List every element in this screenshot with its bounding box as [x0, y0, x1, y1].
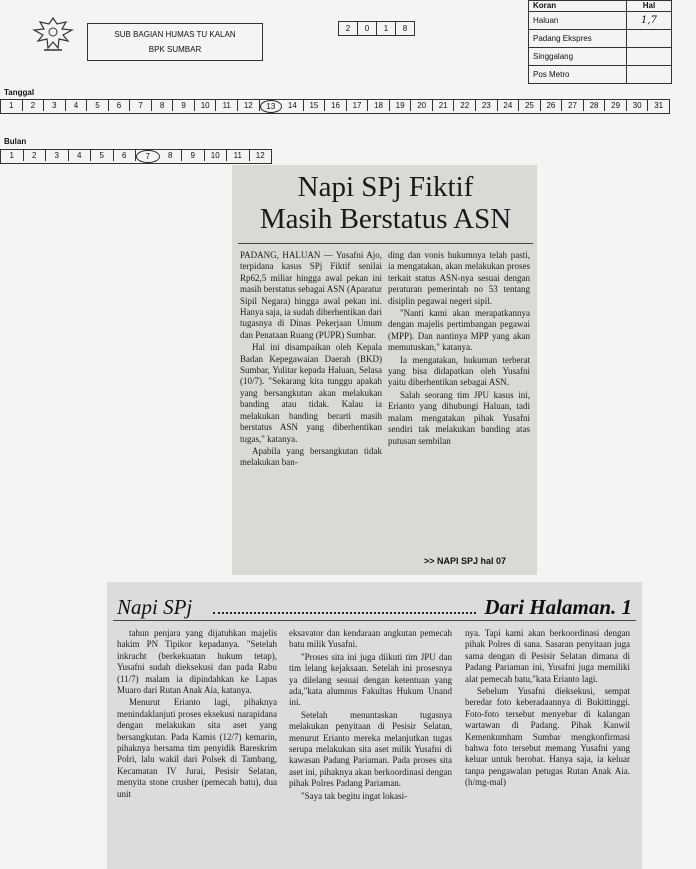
- article-headline: [238, 171, 533, 235]
- tanggal-cell-selected: 13: [260, 100, 283, 113]
- continued-label: >> NAPI SPJ hal 07: [424, 556, 507, 566]
- article-paragraph: Sebelum Yusafni dieksekusi, sempat beredar foto keberadaannya di Bukittinggi. Foto-foto tersebut menyebar di kalangan wartawan di Padang. Pihak Kanwil Kemenkumham Sumbar mengkonfirmasi bahwa foto tersebut memang Yusafni yang keluar untuk berobat. Hanya saja, ia keluar tanpa pengawalan petugas Rutan Anak Aia.(h/mg-mal): [465, 686, 630, 788]
- tanggal-cell: 14: [282, 100, 304, 111]
- tanggal-cell: 5: [87, 100, 109, 111]
- bulan-cell: 11: [227, 150, 250, 161]
- article-paragraph: nya. Tapi kami akan berkoordinasi dengan pihak Polres di sana. Sasaran penyitaan juga sama dengan di Pesisir Selatan dimana di Padang Pariaman ini, Yusafni juga memiliki alat pemecah batu,"kata Erianto lagi.: [465, 628, 630, 684]
- tanggal-cell: 18: [368, 100, 390, 111]
- tanggal-cell: 16: [325, 100, 347, 111]
- bulan-label: Bulan: [4, 137, 27, 146]
- tanggal-cell: 10: [195, 100, 217, 111]
- newspaper-table: [528, 0, 672, 84]
- newspaper-page: [627, 66, 671, 83]
- bulan-cell-selected: 7: [136, 150, 160, 163]
- year-digit: 1: [377, 22, 396, 35]
- tanggal-cell: 21: [433, 100, 455, 111]
- tanggal-cell: 28: [584, 100, 606, 111]
- tanggal-cell: 1: [1, 100, 23, 111]
- tanggal-cell: 31: [654, 101, 664, 110]
- garuda-emblem-icon: [28, 14, 78, 54]
- bulan-cell: 5: [91, 150, 114, 161]
- bulan-cell: 1: [1, 150, 24, 161]
- year-digit: 2: [339, 22, 358, 35]
- bulan-cell: 6: [114, 150, 137, 161]
- tanggal-cell: 26: [541, 100, 563, 111]
- bulan-cell: 9: [182, 150, 205, 161]
- article-paragraph: Setelah menuntaskan tugasnya melakukan penyitaan di Pesisir Selatan, menurut Erianto mereka melanjutkan tugas serupa melakukan sita aset milik Yusafni di kawasan Padang Pariaman. Pada proses sita aset ini, pihaknya akan berkoordinasi dengan pihak Polres Padang Pariaman.: [289, 709, 452, 789]
- year-digit: 8: [402, 24, 408, 33]
- article-paragraph: Apabila yang bersangkutan tidak melakukan ban-: [240, 445, 382, 468]
- article-column-2: [388, 250, 530, 448]
- continuation-title: Napi SPj: [117, 595, 193, 619]
- newspaper-name: Padang Ekspres: [529, 30, 627, 47]
- tanggal-cell: 19: [390, 100, 412, 111]
- tanggal-cell: 20: [411, 100, 433, 111]
- continuation-column-1: [117, 628, 277, 801]
- continuation-source: Dari Halaman. 1: [484, 595, 632, 619]
- tanggal-cell: 8: [152, 100, 174, 111]
- tanggal-cell: 3: [44, 100, 66, 111]
- headline-rule: [238, 243, 533, 244]
- article-paragraph: Ia mengatakan, hukuman terberat yang bisa didapatkan oleh Yusafni yaitu diberhentikan sebagai ASN.: [388, 354, 530, 388]
- tanggal-cell: 2: [23, 100, 45, 111]
- tanggal-cell: 25: [519, 100, 541, 111]
- tanggal-cell: 15: [304, 100, 326, 111]
- headline-line: Masih Berstatus ASN: [259, 203, 512, 235]
- article-paragraph: ding dan vonis hukumnya telah pasti, ia mengatakan, akan melakukan proses terkait status ASN-nya sesuai dengan peraturan pemerintah no 53 tentang disiplin pegawai negeri sipil.: [388, 250, 530, 306]
- agency-name: SUB BAGIAN HUMAS TU KALAN: [114, 30, 236, 39]
- tanggal-cell: 12: [238, 100, 260, 111]
- bulan-cell: 12: [255, 151, 265, 160]
- article-paragraph: "Nanti kami akan merapatkannya dengan majelis pertimbangan pegawai (MPP). Dan nantinya MPP yang akan memutuskan," katanya.: [388, 308, 530, 353]
- tanggal-cell: 4: [66, 100, 88, 111]
- koran-header: Koran: [529, 1, 627, 11]
- tanggal-cell: 30: [627, 100, 649, 111]
- article-paragraph: tahun penjara yang dijatuhkan majelis hakim PN Tipikor kepadanya. "Setelah inkracht (berkekuatan hukum tetap), Yusafni sudah dieksekusi dan pada Rabu (11/7) malam ia dipindahkan ke Lapas Muaro dari Rutan Anak Aia, katanya.: [117, 628, 277, 696]
- article-paragraph: PADANG, HALUAN — Yusafni Ajo, terpidana kasus SPj Fiktif senilai Rp62,5 miliar hingga awal pekan ini masih berstatus sebagai ASN (Aparatur Sipil Negara) hingga awal pekan ini. Hanya saja, ia sudah diberhentikan dari tugasnya di Dinas Pekerjaan Umum dan Penataan Ruang (PUPR) Sumbar.: [240, 250, 382, 340]
- newspaper-name: Pos Metro: [529, 66, 627, 83]
- bulan-cell: 8: [160, 150, 183, 161]
- tanggal-cell: 6: [109, 100, 131, 111]
- tanggal-row: [0, 99, 670, 114]
- newspaper-page: [627, 30, 671, 47]
- continuation-heading: [113, 594, 636, 621]
- continuation-column-3: [465, 628, 630, 790]
- newspaper-row: [529, 30, 671, 48]
- article-paragraph: "Saya tak begitu ingat lokasi-: [301, 790, 408, 801]
- tanggal-label: Tanggal: [4, 88, 35, 97]
- article-column-1: [240, 250, 382, 470]
- continuation-column-2: [289, 628, 452, 803]
- article-paragraph: Hal ini disampaikan oleh Kepala Badan Kepegawaian Daerah (BKD) Sumbar, Yulitar kepada Haluan, Selasa (10/7). "Sekarang kita tunggu apakah yang bersangkutan akan melakukan banding atau tidak. Kalau ia melakukan banding berarti masih berstatus ASN yang diberhentikan tugas," katanya.: [240, 342, 382, 444]
- hal-header: Hal: [642, 1, 656, 10]
- bulan-cell: 2: [24, 150, 47, 161]
- article-paragraph: Menurut Erianto lagi, pihaknya menindaklanjuti proses eksekusi narapidana dengan melakukan sita aset yang bersangkutan. Pada Kamis (12/7) kemarin, pihaknya bersama tim penyidik Bareskrim Polri, lalu wakil dari Polsek di Tambang, Kecamatan IV Jurai, Pesisir Selatan, menyita stone crusher (pemecah batu), dua unit: [117, 697, 277, 799]
- headline-line: Napi SPj Fiktif: [297, 171, 474, 203]
- newspaper-page: [627, 48, 671, 65]
- agency-unit: BPK SUMBAR: [148, 45, 202, 54]
- newspaper-name: Haluan: [529, 12, 627, 29]
- newspaper-page: 1,7: [641, 15, 657, 26]
- newspaper-row: [529, 12, 671, 30]
- bulan-row: [0, 149, 272, 164]
- newspaper-table-header: [529, 1, 671, 12]
- tanggal-cell: 23: [476, 100, 498, 111]
- tanggal-cell: 29: [605, 100, 627, 111]
- article-paragraph: eksavator dan kendaraan angkutan pemecah batu milik Yusafni.: [289, 628, 452, 650]
- bulan-cell: 10: [205, 150, 228, 161]
- tanggal-cell: 9: [173, 100, 195, 111]
- year-digit: 0: [358, 22, 377, 35]
- article-paragraph: "Proses sita ini juga diikuti tim JPU dan tim lelang kejaksaan. Setelah ini prosesnya ya dilelang sesuai dengan ketentuan yang ada,"kata alumnus Fakultas Hukum Unand ini.: [289, 651, 452, 708]
- newspaper-name: Singgalang: [529, 48, 627, 65]
- tanggal-cell: 27: [562, 100, 584, 111]
- newspaper-row: [529, 66, 671, 83]
- article-paragraph: Salah seorang tim JPU kasus ini, Erianto yang dihubungi Haluan, tadi malam mengatakan pihak Yusafni sendiri tak melakukan banding atas putusan sembilan: [388, 389, 530, 446]
- newspaper-row: [529, 48, 671, 66]
- tanggal-cell: 7: [130, 100, 152, 111]
- tanggal-cell: 22: [454, 100, 476, 111]
- tanggal-cell: 17: [347, 100, 369, 111]
- bulan-cell: 4: [69, 150, 92, 161]
- leader-dots: [213, 612, 476, 614]
- tanggal-cell: 11: [216, 100, 238, 111]
- tanggal-cell: 24: [498, 100, 520, 111]
- agency-box: [87, 23, 263, 61]
- year-box: [338, 21, 415, 36]
- bulan-cell: 3: [46, 150, 69, 161]
